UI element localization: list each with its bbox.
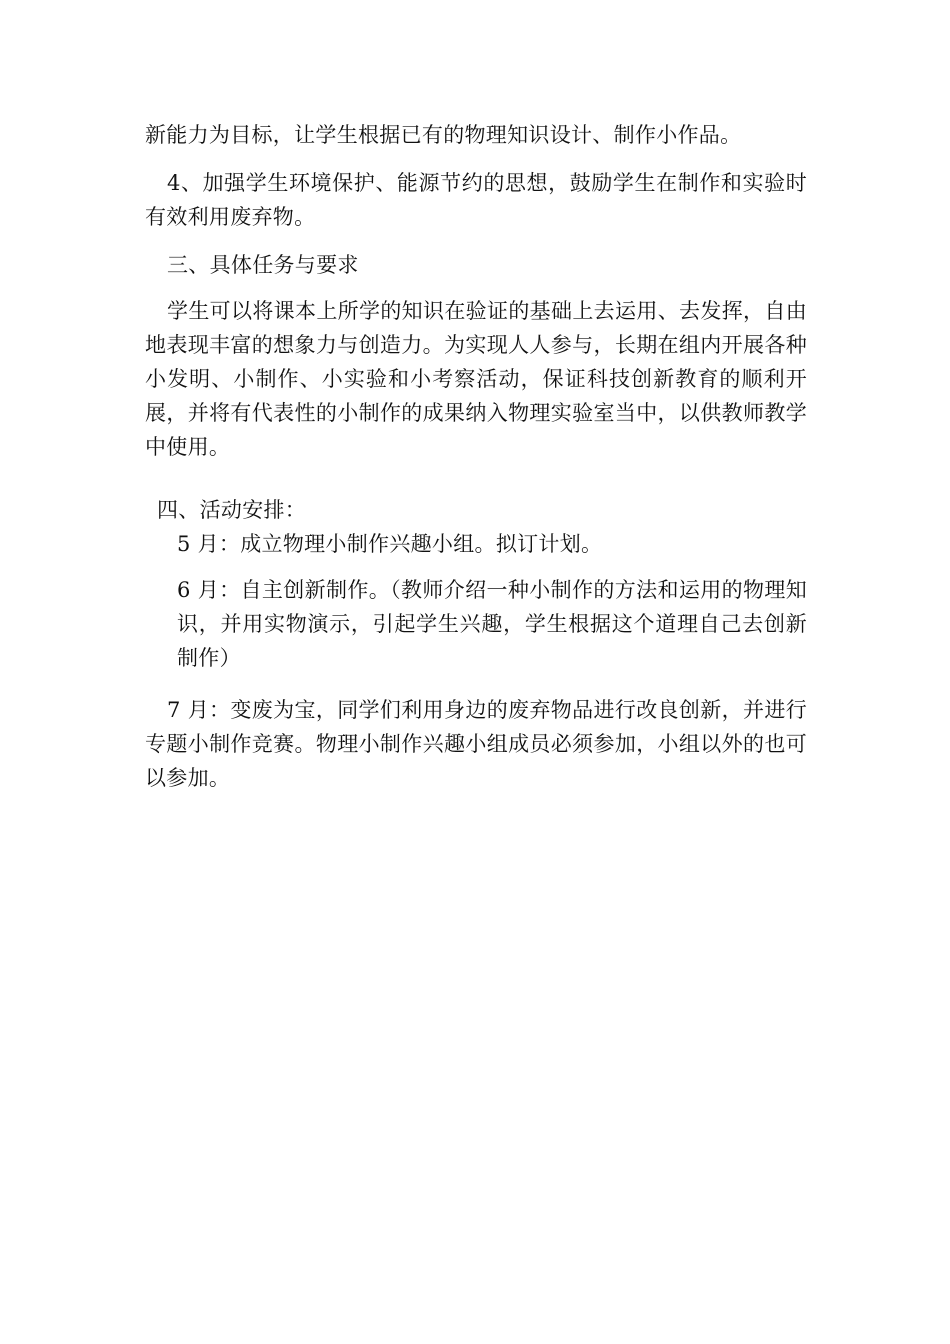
section-heading-tasks: 三、具体任务与要求 [167, 253, 359, 277]
paragraph-tasks-body: 学生可以将课本上所学的知识在验证的基础上去运用、去发挥，自由地表现丰富的想象力与创造力。为实现人人参与，长期在组内开展各种小发明、小制作、小实验和小考察活动，保证科技创新教育的顺利开展，并将有代表性的小制作的成果纳入物理实验室当中，以供教师教学中使用。 [145, 299, 807, 459]
schedule-item-july: 7 月：变废为宝，同学们利用身边的废弃物品进行改良创新，并进行专题小制作竞赛。物理小制作兴趣小组成员必须参加，小组以外的也可以参加。 [145, 698, 807, 790]
paragraph-objective-4: 4、加强学生环境保护、能源节约的思想，鼓励学生在制作和实验时有效利用废弃物。 [145, 171, 807, 229]
section-heading-schedule: 四、活动安排： [157, 498, 307, 522]
paragraph-objective-continuation: 新能力为目标，让学生根据已有的物理知识设计、制作小作品。 [145, 123, 742, 147]
schedule-item-may: 5 月：成立物理小制作兴趣小组。拟订计划。 [177, 532, 603, 556]
schedule-item-june: 6 月：自主创新制作。（教师介绍一种小制作的方法和运用的物理知识，并用实物演示，引起学生兴趣，学生根据这个道理自己去创新制作） [177, 578, 807, 670]
